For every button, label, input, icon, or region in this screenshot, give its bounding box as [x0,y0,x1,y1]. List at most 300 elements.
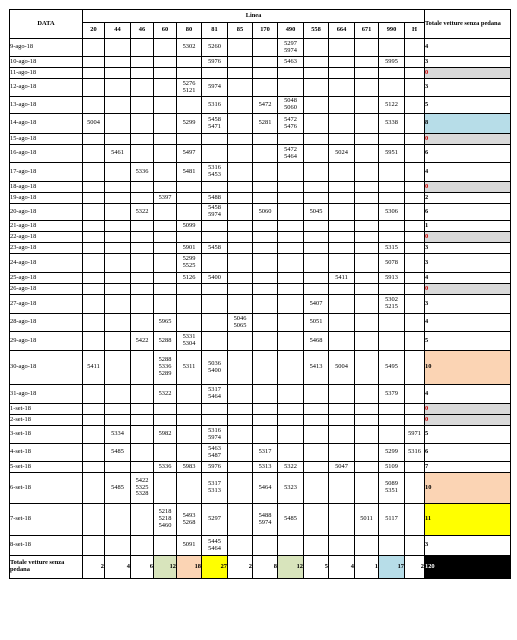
table-row [10,295,511,314]
vehicle-cell [304,163,329,182]
vehicle-cell [405,243,425,254]
vehicle-cell [278,182,304,193]
vehicle-cell [355,68,379,79]
vehicle-cell: 5024 [329,145,355,163]
vehicle-cell [405,79,425,97]
vehicle-cell: 5463 5487 [202,444,228,462]
vehicle-cell [278,163,304,182]
vehicle-cell [379,536,405,556]
table-row [10,39,511,57]
vehicle-cell [177,404,202,415]
vehicle-cell [105,97,131,114]
vehicle-cell [177,295,202,314]
vehicle-cell [83,39,105,57]
vehicle-cell [105,163,131,182]
vehicle-cell: 5313 [253,462,278,473]
row-total-cell: 5 [425,332,511,351]
date-cell: 28-ago-18 [10,314,83,332]
vehicle-cell: 5260 [202,39,228,57]
date-cell: 7-set-18 [10,504,83,536]
vehicle-cell [105,232,131,243]
table-header [10,10,511,39]
vehicle-cell [105,79,131,97]
vehicle-cell [177,473,202,504]
vehicle-cell [228,295,253,314]
date-cell: 31-ago-18 [10,385,83,404]
vehicle-cell [131,462,154,473]
vehicle-cell [202,332,228,351]
vehicle-cell [329,68,355,79]
vehicle-cell: 5117 [379,504,405,536]
vehicle-cell [228,204,253,221]
vehicle-cell [304,145,329,163]
vehicle-cell [329,97,355,114]
table-row [10,134,511,145]
vehicle-cell [83,163,105,182]
vehicle-cell [405,314,425,332]
vehicle-cell [177,385,202,404]
vehicle-cell [228,57,253,68]
vehicle-cell [228,404,253,415]
vehicle-cell [405,97,425,114]
vehicle-cell [379,193,405,204]
vehicle-cell [83,232,105,243]
vehicle-cell [131,351,154,385]
table-row [10,254,511,273]
row-total-cell: 0 [425,134,511,145]
vehicle-cell [105,385,131,404]
table-row [10,314,511,332]
line-column-header: 490 [278,23,304,39]
vehicle-cell [105,295,131,314]
vehicle-cell [131,57,154,68]
vehicle-cell [105,204,131,221]
vehicle-cell [253,284,278,295]
vehicle-cell [405,536,425,556]
vehicle-cell [131,273,154,284]
vehicle-cell [228,232,253,243]
total-column-header: Totale vetture senza pedana [425,10,511,39]
vehicle-cell [304,404,329,415]
column-total-cell: 2 [228,556,253,579]
vehicle-cell [83,68,105,79]
vehicle-cell: 5464 [253,473,278,504]
date-cell: 9-ago-18 [10,39,83,57]
vehicle-cell [228,415,253,426]
vehicle-cell [228,97,253,114]
vehicle-cell: 5297 5974 [278,39,304,57]
vehicle-cell [304,57,329,68]
table-row [10,114,511,134]
vehicle-cell [405,221,425,232]
table-row [10,462,511,473]
column-total-cell: 17 [379,556,405,579]
vehicle-cell [131,385,154,404]
row-total-cell: 1 [425,221,511,232]
vehicle-cell [177,284,202,295]
vehicle-cell [405,193,425,204]
vehicle-cell [304,134,329,145]
line-column-header: 80 [177,23,202,39]
vehicle-cell: 5472 5476 [278,114,304,134]
vehicle-cell [304,68,329,79]
vehicle-cell [329,314,355,332]
vehicle-cell: 5445 5464 [202,536,228,556]
vehicle-cell [228,385,253,404]
date-cell: 21-ago-18 [10,221,83,232]
vehicle-cell [83,243,105,254]
vehicle-cell: 5036 5400 [202,351,228,385]
vehicle-cell [83,57,105,68]
table-row [10,232,511,243]
line-column-header: 81 [202,23,228,39]
row-total-cell: 5 [425,426,511,444]
column-total-cell: 2 [83,556,105,579]
vehicle-cell [154,163,177,182]
vehicle-cell [379,39,405,57]
vehicle-cell: 5976 [202,462,228,473]
vehicle-cell [131,444,154,462]
vehicle-cell [83,385,105,404]
vehicle-cell [304,284,329,295]
vehicle-cell [253,243,278,254]
vehicle-cell [355,232,379,243]
vehicle-cell [278,404,304,415]
vehicle-cell [83,536,105,556]
vehicle-cell [329,182,355,193]
vehicle-cell [304,415,329,426]
vehicle-cell [131,295,154,314]
column-total-cell: 1 [355,556,379,579]
vehicle-cell [278,134,304,145]
vehicle-cell [177,182,202,193]
vehicle-cell [105,243,131,254]
vehicle-cell [405,182,425,193]
vehicle-cell [253,254,278,273]
vehicle-cell [304,97,329,114]
vehicle-cell [405,504,425,536]
vehicle-cell [228,444,253,462]
vehicle-cell [329,504,355,536]
table-row [10,193,511,204]
vehicle-cell [253,39,278,57]
vehicle-cell [379,182,405,193]
vehicle-cell [131,504,154,536]
date-cell: 15-ago-18 [10,134,83,145]
vehicle-cell [355,426,379,444]
vehicle-cell [202,284,228,295]
vehicle-cell [278,254,304,273]
column-total-cell: 8 [253,556,278,579]
vehicle-cell [278,204,304,221]
vehicle-cell: 5299 5525 [177,254,202,273]
vehicle-cell [83,332,105,351]
vehicle-cell [355,404,379,415]
vehicle-cell: 5302 5215 [379,295,405,314]
vehicle-cell [355,273,379,284]
vehicle-cell [131,314,154,332]
vehicle-cell [278,314,304,332]
vehicle-cell [304,426,329,444]
vehicle-cell [304,79,329,97]
date-cell: 29-ago-18 [10,332,83,351]
vehicle-cell [228,163,253,182]
vehicle-cell: 5913 [379,273,405,284]
vehicle-cell: 5060 [253,204,278,221]
vehicle-cell [379,404,405,415]
vehicle-cell [355,243,379,254]
vehicle-cell [278,221,304,232]
vehicle-cell [154,404,177,415]
vehicle-cell: 5407 [304,295,329,314]
vehicle-cell: 5316 [405,444,425,462]
vehicle-cell [304,385,329,404]
column-total-cell: 2 [405,556,425,579]
vehicle-cell [405,145,425,163]
vehicle-cell: 5495 [379,351,405,385]
vehicle-cell [253,57,278,68]
row-total-cell: 3 [425,243,511,254]
header-row-linea [10,10,511,23]
vehicle-cell [202,314,228,332]
row-total-cell: 10 [425,351,511,385]
vehicle-cell [228,332,253,351]
vehicle-cell [154,39,177,57]
vehicle-cell [329,473,355,504]
vehicle-cell [228,284,253,295]
row-total-cell: 0 [425,68,511,79]
vehicle-cell [355,57,379,68]
vehicle-cell [329,415,355,426]
vehicle-cell [83,426,105,444]
date-cell: 23-ago-18 [10,243,83,254]
vehicle-cell [253,385,278,404]
vehicle-cell [304,221,329,232]
table-row [10,145,511,163]
vehicle-cell [228,536,253,556]
vehicle-cell [329,232,355,243]
vehicle-cell: 5974 [202,79,228,97]
vehicle-cell: 5315 [379,243,405,254]
vehicle-cell [228,273,253,284]
footer-total-row [10,556,511,579]
table-row [10,385,511,404]
vehicle-cell [405,295,425,314]
linea-group-header: Linea [83,10,425,23]
vehicle-cell [131,114,154,134]
vehicle-cell [278,79,304,97]
table-row [10,473,511,504]
vehicle-cell [253,232,278,243]
vehicle-cell [228,243,253,254]
vehicle-cell: 5047 [329,462,355,473]
table-row [10,57,511,68]
table-row [10,97,511,114]
vehicle-cell [253,79,278,97]
vehicle-cell: 5089 5351 [379,473,405,504]
vehicle-cell [105,314,131,332]
vehicle-cell: 5299 [379,444,405,462]
vehicle-cell [83,182,105,193]
row-total-cell: 3 [425,295,511,314]
vehicle-cell [202,145,228,163]
vehicle-cell [154,145,177,163]
vehicle-cell [83,284,105,295]
vehicle-cell [278,284,304,295]
vehicle-cell: 5316 5453 [202,163,228,182]
vehicle-cell [329,332,355,351]
table-row [10,221,511,232]
vehicle-cell [202,415,228,426]
vehicle-cell [154,243,177,254]
vehicle-cell [355,314,379,332]
vehicle-cell: 5336 [131,163,154,182]
vehicle-cell: 5045 [304,204,329,221]
vehicle-cell [253,351,278,385]
row-total-cell: 4 [425,314,511,332]
date-cell: 2-set-18 [10,415,83,426]
vehicle-cell [355,462,379,473]
vehicle-cell [278,332,304,351]
table-row [10,284,511,295]
vehicle-cell: 5048 5060 [278,97,304,114]
vehicle-cell: 5322 [131,204,154,221]
vehicle-cell [202,68,228,79]
vehicle-cell: 5493 5268 [177,504,202,536]
vehicle-cell [329,134,355,145]
vehicle-cell: 5322 [154,385,177,404]
vehicle-cell [329,79,355,97]
date-cell: 24-ago-18 [10,254,83,273]
vehicle-cell [83,314,105,332]
vehicle-cell [278,385,304,404]
vehicle-cell [131,536,154,556]
column-total-cell: 27 [202,556,228,579]
vehicle-cell [105,254,131,273]
row-total-cell: 4 [425,385,511,404]
vehicle-cell: 5397 [154,193,177,204]
vehicle-cell [154,536,177,556]
date-cell: 13-ago-18 [10,97,83,114]
table-row [10,351,511,385]
vehicle-cell [278,444,304,462]
vehicle-cell [379,221,405,232]
vehicle-cell [405,473,425,504]
line-column-header: 990 [379,23,405,39]
table-row [10,504,511,536]
row-total-cell: 7 [425,462,511,473]
table-row [10,204,511,221]
vehicle-cell: 5971 [405,426,425,444]
vehicle-cell: 5965 [154,314,177,332]
vehicle-cell [105,351,131,385]
vehicle-cell [154,79,177,97]
vehicle-cell [105,404,131,415]
vehicle-cell [405,385,425,404]
date-cell: 14-ago-18 [10,114,83,134]
vehicle-cell [105,332,131,351]
line-column-header: 85 [228,23,253,39]
vehicle-cell: 5458 5974 [202,204,228,221]
vehicle-cell: 5468 [304,332,329,351]
vehicle-cell [228,193,253,204]
vehicle-cell [228,68,253,79]
vehicle-cell [131,221,154,232]
vehicle-cell [253,134,278,145]
line-column-header: 664 [329,23,355,39]
date-cell: 16-ago-18 [10,145,83,163]
vehicle-cell [154,97,177,114]
column-total-cell: 6 [131,556,154,579]
vehicle-cell [405,68,425,79]
vehicle-cell [355,39,379,57]
vehicle-cell [355,473,379,504]
vehicle-cell [329,295,355,314]
vehicle-cell [304,504,329,536]
vehicle-cell: 5109 [379,462,405,473]
vehicle-cell [253,273,278,284]
row-total-cell: 3 [425,254,511,273]
vehicle-cell [154,134,177,145]
vehicle-cell [355,204,379,221]
vehicle-cell [131,97,154,114]
vehicle-cell [329,193,355,204]
vehicle-cell [329,426,355,444]
table-row [10,182,511,193]
vehicle-cell [131,415,154,426]
vehicle-cell [405,415,425,426]
vehicle-cell [154,57,177,68]
vehicle-cell: 5302 [177,39,202,57]
vehicle-cell [154,68,177,79]
vehicle-cell: 5458 [202,243,228,254]
vehicle-cell [154,284,177,295]
vehicle-cell [405,351,425,385]
row-total-cell: 3 [425,57,511,68]
table-row [10,415,511,426]
vehicle-cell [304,444,329,462]
vehicle-cell [177,97,202,114]
vehicle-cell: 5311 [177,351,202,385]
vehicle-cell [228,134,253,145]
row-total-cell: 10 [425,473,511,504]
vehicle-cell [329,404,355,415]
vehicle-cell [154,221,177,232]
vehicle-cell [253,314,278,332]
line-column-header: 46 [131,23,154,39]
date-cell: 5-set-18 [10,462,83,473]
vehicle-cell [405,204,425,221]
vehicle-cell [105,504,131,536]
vehicle-cell [253,536,278,556]
vehicle-cell [83,295,105,314]
vehicle-cell [405,404,425,415]
vehicle-cell [228,221,253,232]
vehicle-cell [253,145,278,163]
vehicle-cell [355,97,379,114]
vehicle-cell [177,57,202,68]
vehicle-cell [355,79,379,97]
row-total-cell: 5 [425,97,511,114]
vehicle-cell [177,193,202,204]
table-row [10,79,511,97]
vehicle-cell [405,134,425,145]
vehicle-cell [355,295,379,314]
vehicle-cell [202,182,228,193]
vehicle-cell [329,536,355,556]
vehicle-cell [329,39,355,57]
row-total-cell: 3 [425,79,511,97]
